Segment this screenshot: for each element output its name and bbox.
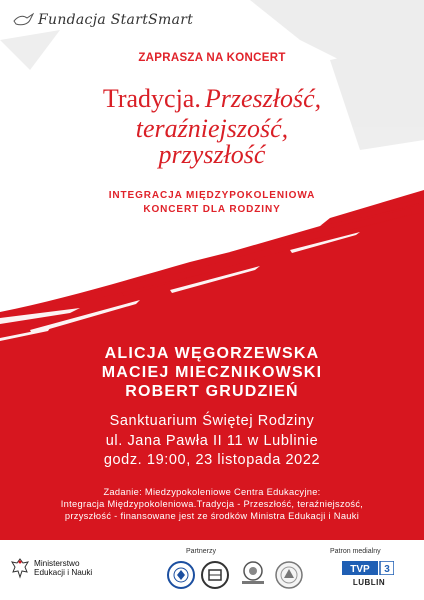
- ministry-name-line-2: Edukacji i Nauki: [34, 568, 93, 577]
- title-line-1: [30, 86, 394, 116]
- eagle-emblem-icon: [10, 557, 30, 579]
- funding-note-line: Integracja Międzypokoleniowa.Tradycja - Przeszłość, teraźniejszość,: [60, 499, 364, 509]
- funding-note: [18, 486, 406, 522]
- artist-name: MACIEJ MIECZNIKOWSKI: [101, 364, 323, 381]
- dove-icon: [12, 12, 34, 28]
- tvp-number: 3: [384, 564, 390, 575]
- sponsor-footer: [0, 540, 424, 600]
- partner-logo-website: [236, 560, 270, 586]
- venue-address: ul. Jana Pawła II 11 w Lublinie: [105, 432, 319, 449]
- funding-note-line: przyszłość - finansowane jest ze środków Ministra Edukacji i Nauki: [64, 511, 360, 521]
- artist-name: ALICJA WĘGORZEWSKA: [104, 345, 320, 362]
- tvp-brand: TVP: [350, 564, 370, 575]
- organizer-name: Fundacja StartSmart: [38, 12, 194, 28]
- patron-label: Patron medialny: [330, 548, 381, 555]
- title-line-3: przyszłość: [158, 140, 266, 169]
- subtitle-line-2: KONCERT DLA RODZINY: [143, 204, 281, 215]
- event-details: [0, 412, 424, 471]
- artist-list: [0, 344, 424, 401]
- venue-name: Sanktuarium Świętej Rodziny: [109, 413, 315, 429]
- tvp3-logo: [342, 561, 394, 575]
- artist-name: ROBERT GRUDZIEŃ: [125, 383, 299, 400]
- title-line-2: teraźniejszość,: [135, 114, 289, 143]
- funding-note-line: Zadanie: Miedzypokoleniowe Centra Edukacyjne:: [103, 487, 321, 497]
- event-datetime: godz. 19:00, 23 listopada 2022: [103, 452, 321, 468]
- ministry-name-line-1: Ministerstwo: [34, 558, 80, 568]
- title-word-przeszlosc: Przeszłość,: [204, 84, 322, 113]
- concert-subtitle: [0, 189, 424, 217]
- partner-logo-seal: [274, 560, 304, 590]
- organizer-logo: [12, 12, 193, 28]
- partners-label: Partnerzy: [186, 548, 216, 555]
- tvp-city: LUBLIN: [352, 578, 386, 587]
- title-word-tradycja: Tradycja.: [102, 84, 201, 113]
- invitation-text: ZAPRASZA NA KONCERT: [138, 52, 286, 64]
- partner-logo-circle-blue: [166, 560, 196, 590]
- ministry-logo: [10, 557, 92, 579]
- subtitle-line-1: INTEGRACJA MIĘDZYPOKOLENIOWA: [108, 190, 316, 201]
- concert-title: [30, 86, 394, 168]
- partner-logo-circle-dark: [200, 560, 230, 590]
